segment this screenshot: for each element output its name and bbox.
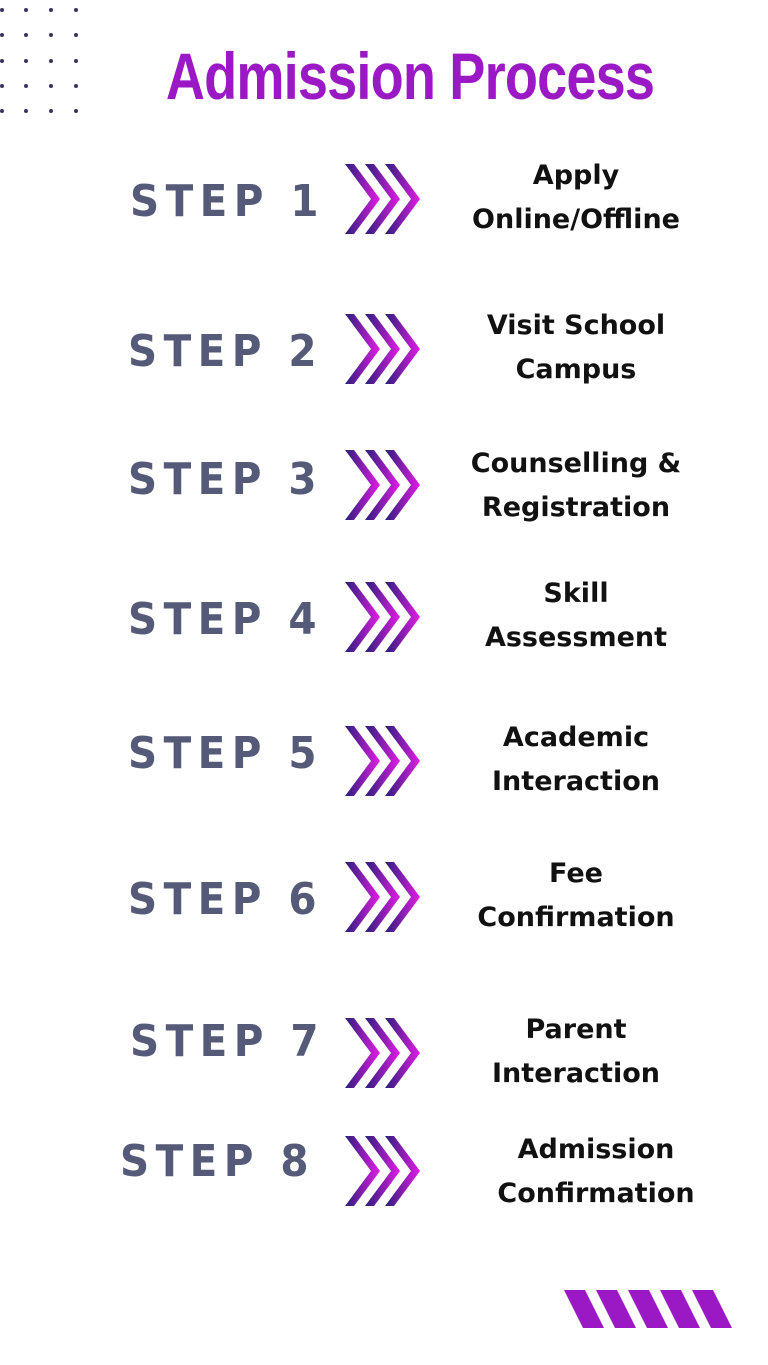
step-description-line1: Fee [549, 858, 603, 889]
step-description [426, 1008, 726, 1096]
step-description-line1: Visit School [486, 310, 666, 341]
step-5 [0, 722, 768, 812]
step-description [446, 1128, 746, 1216]
step-description [426, 442, 726, 530]
step-description-line2: Confirmation [497, 1178, 695, 1209]
step-label: STEP 5 [128, 728, 323, 779]
step-description-line2: Online/Offline [472, 204, 680, 235]
step-label: STEP 4 [128, 594, 323, 645]
step-label: STEP 8 [120, 1136, 315, 1187]
step-description [426, 304, 726, 392]
triple-chevron-right-icon [345, 164, 421, 234]
step-description-line2: Registration [481, 492, 671, 523]
step-label: STEP 2 [128, 326, 323, 377]
page-title: Admission Process [165, 39, 655, 113]
step-label: STEP 7 [130, 1016, 325, 1067]
step-6 [0, 858, 768, 948]
step-description-line1: Admission [517, 1134, 675, 1165]
decorative-stripes [562, 1290, 737, 1332]
triple-chevron-right-icon [345, 1136, 421, 1206]
step-description-line1: Academic [502, 722, 650, 753]
triple-chevron-right-icon [345, 582, 421, 652]
step-description [426, 154, 726, 242]
step-description [426, 716, 726, 804]
step-description-line1: Counselling & [470, 448, 682, 479]
step-label: STEP 3 [128, 454, 323, 505]
step-description [426, 852, 726, 940]
step-2 [0, 310, 768, 400]
triple-chevron-right-icon [345, 1018, 421, 1088]
step-description-line2: Confirmation [477, 902, 675, 933]
step-1 [0, 160, 768, 250]
step-3 [0, 448, 768, 538]
step-description-line2: Interaction [492, 766, 660, 797]
step-description-line1: Skill [543, 578, 609, 609]
step-description-line2: Assessment [484, 622, 668, 653]
step-description [426, 572, 726, 660]
triple-chevron-right-icon [345, 862, 421, 932]
step-description-line1: Parent [525, 1014, 627, 1045]
step-8 [0, 1134, 768, 1224]
triple-chevron-right-icon [345, 450, 421, 520]
step-description-line2: Campus [515, 354, 637, 385]
step-description-line1: Apply [532, 160, 620, 191]
step-label: STEP 1 [130, 176, 325, 227]
step-7 [0, 1014, 768, 1104]
step-4 [0, 578, 768, 668]
triple-chevron-right-icon [345, 726, 421, 796]
step-description-line2: Interaction [492, 1058, 660, 1089]
step-label: STEP 6 [128, 874, 323, 925]
triple-chevron-right-icon [345, 314, 421, 384]
